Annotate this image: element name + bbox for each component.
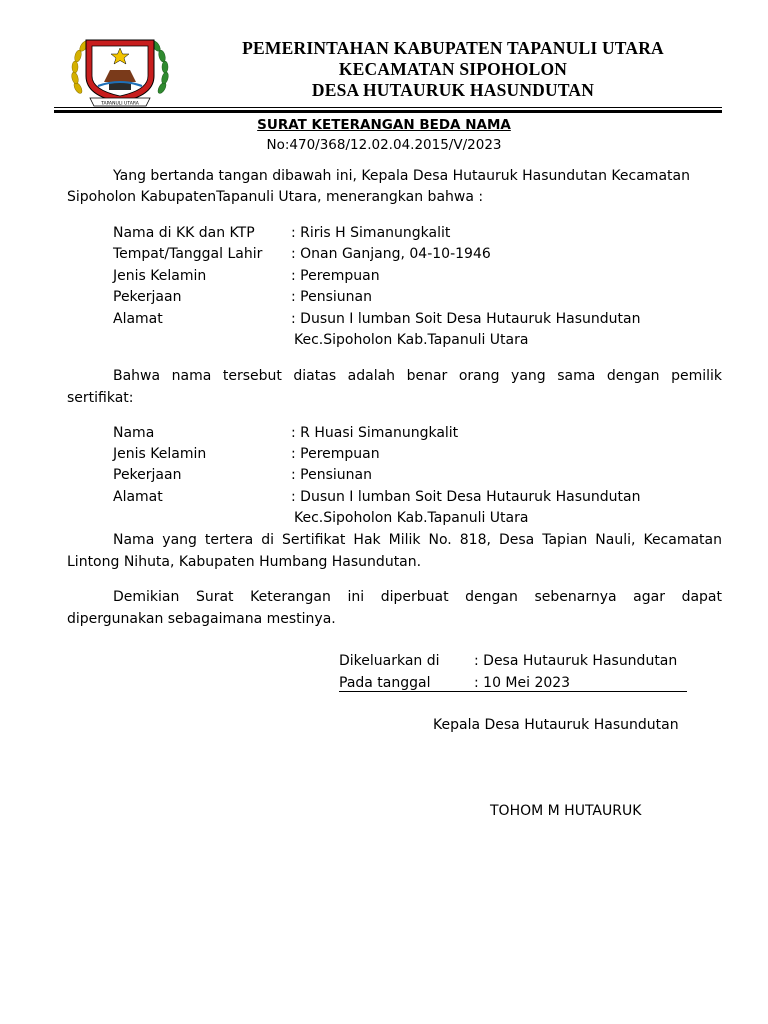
person1-label: Pekerjaan <box>113 289 182 305</box>
closing-line-2: dipergunakan sebagaimana mestinya. <box>67 610 336 627</box>
person2-value: : Perempuan <box>291 446 380 462</box>
person1-value: : Pensiunan <box>291 289 372 305</box>
person1-label: Alamat <box>113 311 163 327</box>
letterhead-district: KECAMATAN SIPOHOLON <box>338 59 568 79</box>
logo-ribbon-text: TAPANULI UTARA <box>101 101 139 107</box>
person2-label: Nama <box>113 425 155 441</box>
person1-label: Jenis Kelamin <box>113 268 207 284</box>
person2-value: : R Huasi Simanungkalit <box>291 425 459 441</box>
letterhead-government: PEMERINTAHAN KABUPATEN TAPANULI UTARA <box>242 38 664 58</box>
statement-line-2: sertifikat: <box>67 389 134 406</box>
issue-underline <box>339 691 687 692</box>
person2-value: : Pensiunan <box>291 467 372 483</box>
person2-label: Alamat <box>113 489 163 505</box>
header-divider-thin <box>54 107 722 108</box>
signatory-title: Kepala Desa Hutauruk Hasundutan <box>433 717 679 733</box>
person2-address-continuation: Kec.Sipoholon Kab.Tapanuli Utara <box>294 510 529 526</box>
person1-value: : Riris H Simanungkalit <box>291 225 451 241</box>
person2-label: Jenis Kelamin <box>113 446 207 462</box>
certificate-paragraph <box>67 530 722 573</box>
letterhead <box>188 38 718 101</box>
signatory-name: TOHOM M HUTAURUK <box>490 803 642 819</box>
person1-address-continuation: Kec.Sipoholon Kab.Tapanuli Utara <box>294 332 529 348</box>
person1-value: : Onan Ganjang, 04-10-1946 <box>291 246 491 262</box>
certificate-line-2: Lintong Nihuta, Kabupaten Humbang Hasundutan. <box>67 553 422 570</box>
certificate-line-1: Nama yang tertera di Sertifikat Hak Milik No. 818, Desa Tapian Nauli, Kecamatan <box>113 532 722 548</box>
person2-label: Pekerjaan <box>113 467 182 483</box>
statement-paragraph <box>67 366 722 409</box>
issued-at-label: Dikeluarkan di <box>339 653 440 669</box>
regency-emblem-logo <box>64 26 176 110</box>
issued-on-value: : 10 Mei 2023 <box>474 675 571 691</box>
issued-on-label: Pada tanggal <box>339 675 431 691</box>
person1-value: : Dusun I lumban Soit Desa Hutauruk Hasundutan <box>291 311 641 327</box>
issued-at-value: : Desa Hutauruk Hasundutan <box>474 653 678 669</box>
person1-value: : Perempuan <box>291 268 380 284</box>
letter-title: SURAT KETERANGAN BEDA NAMA <box>257 117 511 133</box>
person1-label: Tempat/Tanggal Lahir <box>113 246 263 262</box>
person2-value: : Dusun I lumban Soit Desa Hutauruk Hasundutan <box>291 489 641 505</box>
statement-line-1: Bahwa nama tersebut diatas adalah benar orang yang sama dengan pemilik <box>113 368 722 384</box>
letterhead-village: DESA HUTAURUK HASUNDUTAN <box>311 80 595 100</box>
header-divider-thick <box>54 110 722 113</box>
intro-line-2: Sipoholon KabupatenTapanuli Utara, menerangkan bahwa : <box>67 189 484 205</box>
letter-number: No:470/368/12.02.04.2015/V/2023 <box>266 137 502 153</box>
closing-line-1: Demikian Surat Keterangan ini diperbuat dengan sebenarnya agar dapat <box>113 589 722 605</box>
closing-paragraph <box>67 587 722 630</box>
intro-line-1: Yang bertanda tangan dibawah ini, Kepala Desa Hutauruk Hasundutan Kecamatan <box>113 168 690 184</box>
person1-label: Nama di KK dan KTP <box>113 225 255 241</box>
